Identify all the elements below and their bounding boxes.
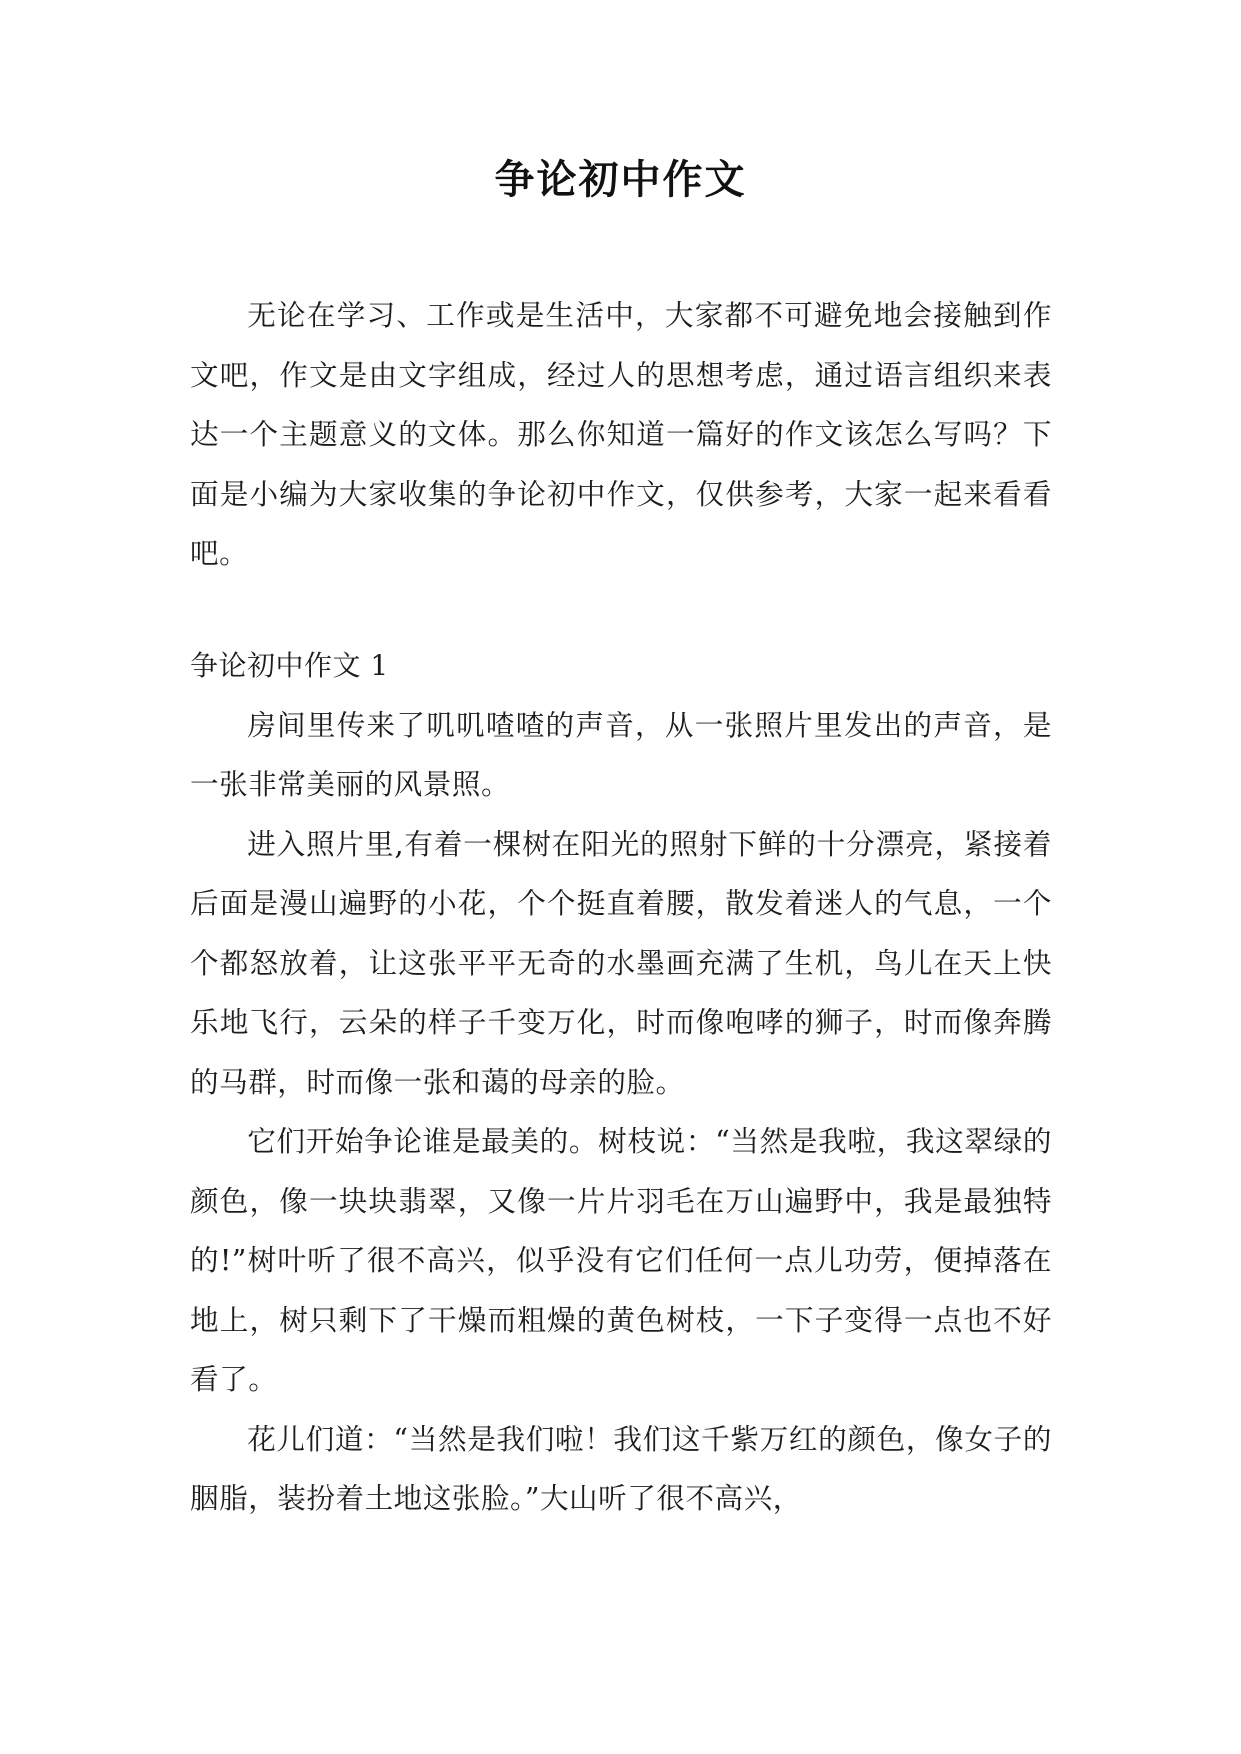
intro-block (190, 286, 1052, 584)
essay-paragraph: 花儿们道：“当然是我们啦！我们这千紫万红的颜色，像女子的胭脂，装扮着土地这张脸。”大山听了很不高兴， (190, 1421, 1052, 1515)
intro-paragraph: 无论在学习、工作或是生活中，大家都不可避免地会接触到作文吧，作文是由文字组成，经过人的思想考虑，通过语言组织来表达一个主题意义的文体。那么你知道一篇好的作文该怎么写吗？下面是小编为大家收集的争论初中作文，仅供参考，大家一起来看看吧。 (190, 298, 1052, 570)
essay-paragraph: 进入照片里,有着一棵树在阳光的照射下鲜的十分漂亮，紧接着后面是漫山遍野的小花，个个挺直着腰，散发着迷人的气息，一个个都怒放着，让这张平平无奇的水墨画充满了生机，鸟儿在天上快乐地飞行，云朵的样子千变万化，时而像咆哮的狮子，时而像奔腾的马群，时而像一张和蔼的母亲的脸。 (190, 826, 1052, 1099)
document-title: 争论初中作文 (494, 157, 747, 203)
essay-paragraph: 它们开始争论谁是最美的。树枝说：“当然是我啦，我这翠绿的颜色，像一块块翡翠，又像一片片羽毛在万山遍野中，我是最独特的!”树叶听了很不高兴，似乎没有它们任何一点儿功劳，便掉落在地上，树只剩下了干燥而粗燥的黄色树枝，一下子变得一点也不好看了。 (190, 1124, 1052, 1396)
essay-section (190, 636, 1052, 1529)
section-heading: 争论初中作文 1 (190, 649, 389, 682)
essay-paragraph: 房间里传来了叽叽喳喳的声音，从一张照片里发出的声音，是一张非常美丽的风景照。 (190, 707, 1052, 801)
